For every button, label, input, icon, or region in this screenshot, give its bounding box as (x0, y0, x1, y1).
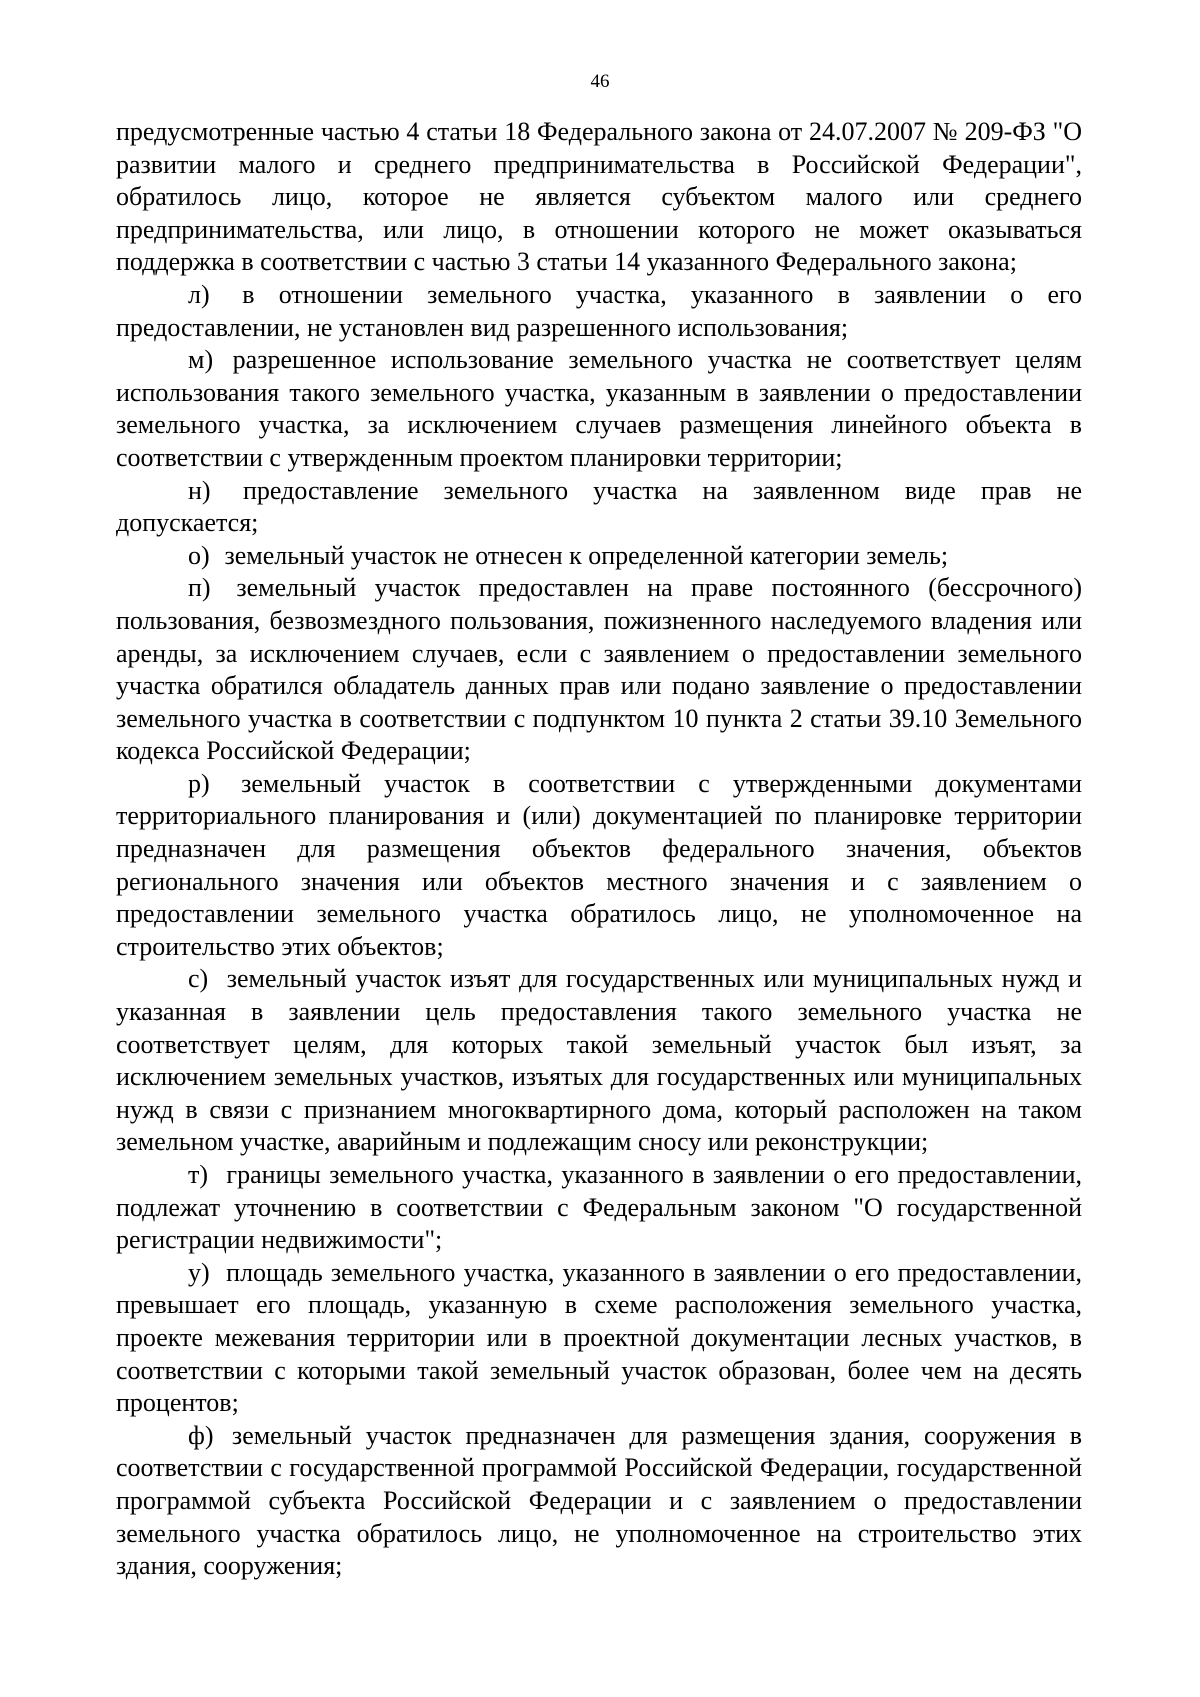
list-marker: м) (188, 345, 214, 375)
list-item-text: земельный участок не отнесен к определенной категории земель; (224, 540, 949, 570)
list-item-n (116, 475, 1082, 540)
paragraph-text: предусмотренные частью 4 статьи 18 Федерального закона от 24.07.2007 № 209-ФЗ "О развитии малого и среднего предпринимательства в Российской Федерации", обратилось лицо, которое не является субъектом малого или среднего предпринимательства, или лицо, в отношении которого не может оказываться поддержка в соответствии с частью 3 статьи 14 указанного Федерального закона; (116, 117, 1082, 277)
list-marker: т) (188, 1160, 209, 1189)
list-item-text: земельный участок предназначен для размещения здания, сооружения в соответствии с государственной программой Российской Федерации, государственной программой субъекта Российской Федерации и с заявлением о предоставлении земельного участка обратилось лицо, не уполномоченное на строительство этих здания, сооружения; (116, 1420, 1082, 1581)
list-marker: с) (188, 964, 209, 994)
list-item-l (116, 279, 1082, 344)
list-item-u (116, 1257, 1082, 1420)
list-item-m (116, 344, 1082, 474)
page-number: 46 (590, 71, 610, 92)
list-item-text: границы земельного участка, указанного в заявлении о его предоставлении, подлежат уточнению в соответствии с Федеральным законом "О государственной регистрации недвижимости"; (116, 1160, 1083, 1255)
list-item-text: предоставление земельного участка на заявленном виде прав не допускается; (116, 475, 1083, 538)
list-item-text: в отношении земельного участка, указанного в заявлении о его предоставлении, не установлен вид разрешенного использования; (116, 279, 1083, 342)
list-item-s (116, 963, 1082, 1159)
paragraph-continuation (116, 116, 1082, 279)
list-item-text: земельный участок предоставлен на праве постоянного (бессрочного) пользования, безвозмездного пользования, пожизненного наследуемого владения или аренды, за исключением случаев, если с заявлением о предоставлении земельного участка обратился обладатель данных прав или подано заявление о предоставлении земельного участка в соответствии с подпунктом 10 пункта 2 статьи 39.10 Земельного кодекса Российской Федерации; (116, 573, 1083, 766)
list-marker: л) (188, 279, 210, 309)
list-item-f (116, 1420, 1082, 1583)
list-item-text: разрешенное использование земельного участка не соответствует целям использования такого земельного участка, указанным в заявлении о предоставлении земельного участка, за исключением случаев размещения линейного объекта в соответствии с утвержденным проектом планировки территории; (116, 345, 1083, 472)
document-body (116, 116, 1082, 1583)
list-marker: у) (188, 1257, 210, 1287)
list-item-t (116, 1159, 1082, 1257)
list-marker: н) (188, 475, 211, 505)
list-item-p (116, 572, 1082, 768)
list-item-r (116, 768, 1082, 964)
list-marker: п) (188, 573, 211, 603)
list-item-text: земельный участок в соответствии с утвержденными документами территориального планирования и (или) документацией по планировке территории предназначен для размещения объектов федерального значения, объектов регионального значения или объектов местного значения и с заявлением о предоставлении земельного участка обратилось лицо, не уполномоченное на строительство этих объектов; (116, 768, 1082, 961)
list-item-text: площадь земельного участка, указанного в заявлении о его предоставлении, превышает его площадь, указанную в схеме расположения земельного участка, проекте межевания территории или в проектной документации лесных участков, в соответствии с которыми такой земельный участок образован, более чем на десять процентов; (116, 1257, 1083, 1418)
list-marker: о) (188, 540, 210, 570)
list-marker: р) (188, 768, 210, 798)
list-marker: ф) (188, 1420, 214, 1450)
list-item-text: земельный участок изъят для государственных или муниципальных нужд и указанная в заявлении цель предоставления такого земельного участка не соответствует целям, для которых такой земельный участок был изъят, за исключением земельных участков, изъятых для государственных или муниципальных нужд в связи с признанием многоквартирного дома, который расположен на таком земельном участке, аварийным и подлежащим сносу или реконструкции; (116, 964, 1082, 1157)
list-item-o (116, 540, 1082, 573)
